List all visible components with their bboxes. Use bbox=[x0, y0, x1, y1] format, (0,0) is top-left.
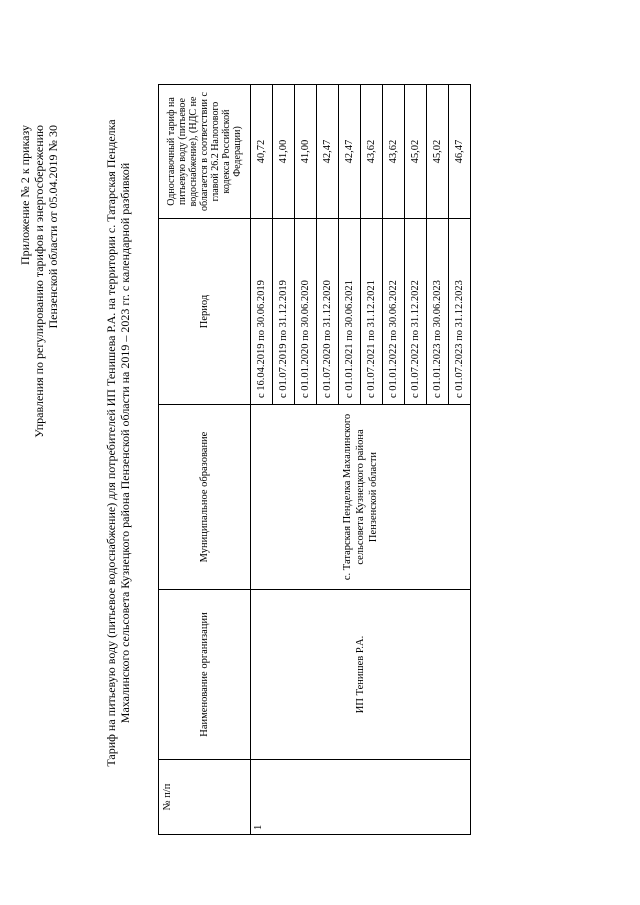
header-org: Наименование организации bbox=[159, 590, 251, 760]
tariff-value-cell: 41,00 bbox=[273, 85, 295, 219]
period-cell: с 01.07.2020 по 31.12.2020 bbox=[317, 219, 339, 405]
title-line-1: Тариф на питьевую воду (питьевое водоснабжение) для потребителей ИП Тенишева Р.А. на территории с. Татарская Пенделка bbox=[104, 119, 118, 767]
period-cell: с 01.01.2022 по 30.06.2022 bbox=[383, 219, 405, 405]
tariff-value-cell: 45,02 bbox=[427, 85, 449, 219]
tariff-value-cell: 43,62 bbox=[361, 85, 383, 219]
header-tariff: Одноставочный тариф на питьевую воду (питьевое водоснабжение), (НДС не облагается в соответствии с главой 26.2 Налогового кодекса Российской Федерации) bbox=[159, 85, 251, 219]
header-municipality: Муниципальное образование bbox=[159, 405, 251, 590]
period-cell: с 16.04.2019 по 30.06.2019 bbox=[251, 219, 273, 405]
table-header-row bbox=[159, 85, 251, 835]
period-cell: с 01.07.2019 по 31.12.2019 bbox=[273, 219, 295, 405]
period-cell: с 01.07.2022 по 31.12.2022 bbox=[405, 219, 427, 405]
tariff-value-cell: 43,62 bbox=[383, 85, 405, 219]
table-row bbox=[251, 85, 273, 835]
appendix-header bbox=[18, 125, 60, 565]
tariff-value-cell: 46,47 bbox=[449, 85, 471, 219]
period-cell: с 01.01.2020 по 30.06.2020 bbox=[295, 219, 317, 405]
tariff-value-cell: 42,47 bbox=[339, 85, 361, 219]
appendix-line-3: Пензенской области от 05.04.2019 № 30 bbox=[46, 125, 60, 329]
period-cell: с 01.07.2021 по 31.12.2021 bbox=[361, 219, 383, 405]
header-num: № п/п bbox=[159, 760, 251, 835]
period-cell: с 01.07.2023 по 31.12.2023 bbox=[449, 219, 471, 405]
organization-name: ИП Тенишев Р.А. bbox=[251, 590, 471, 760]
tariff-value-cell: 42,47 bbox=[317, 85, 339, 219]
tariff-value-cell: 45,02 bbox=[405, 85, 427, 219]
appendix-line-2: Управления по регулированию тарифов и энергосбережению bbox=[32, 125, 46, 438]
title-line-2: Махалинского сельсовета Кузнецкого района Пензенской области на 2019 – 2023 гг. с календарной разбивкой bbox=[118, 162, 132, 724]
period-cell: с 01.01.2023 по 30.06.2023 bbox=[427, 219, 449, 405]
tariff-value-cell: 41,00 bbox=[295, 85, 317, 219]
header-period: Период bbox=[159, 219, 251, 405]
tariff-value-cell: 40,72 bbox=[251, 85, 273, 219]
row-number: 1 bbox=[251, 760, 471, 835]
period-cell: с 01.01.2021 по 30.06.2021 bbox=[339, 219, 361, 405]
tariff-table bbox=[158, 84, 471, 835]
appendix-line-1: Приложение № 2 к приказу bbox=[18, 125, 32, 265]
document-title bbox=[104, 63, 132, 823]
municipality-name: с. Татарская Пенделка Махалинского сельсовета Кузнецкого района Пензенской области bbox=[251, 405, 471, 590]
